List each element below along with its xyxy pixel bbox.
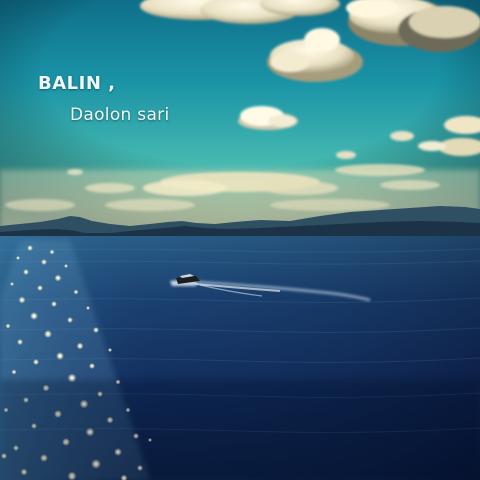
album-subtitle: Daolon sari bbox=[70, 105, 170, 125]
album-title: BALIN , bbox=[38, 73, 116, 94]
